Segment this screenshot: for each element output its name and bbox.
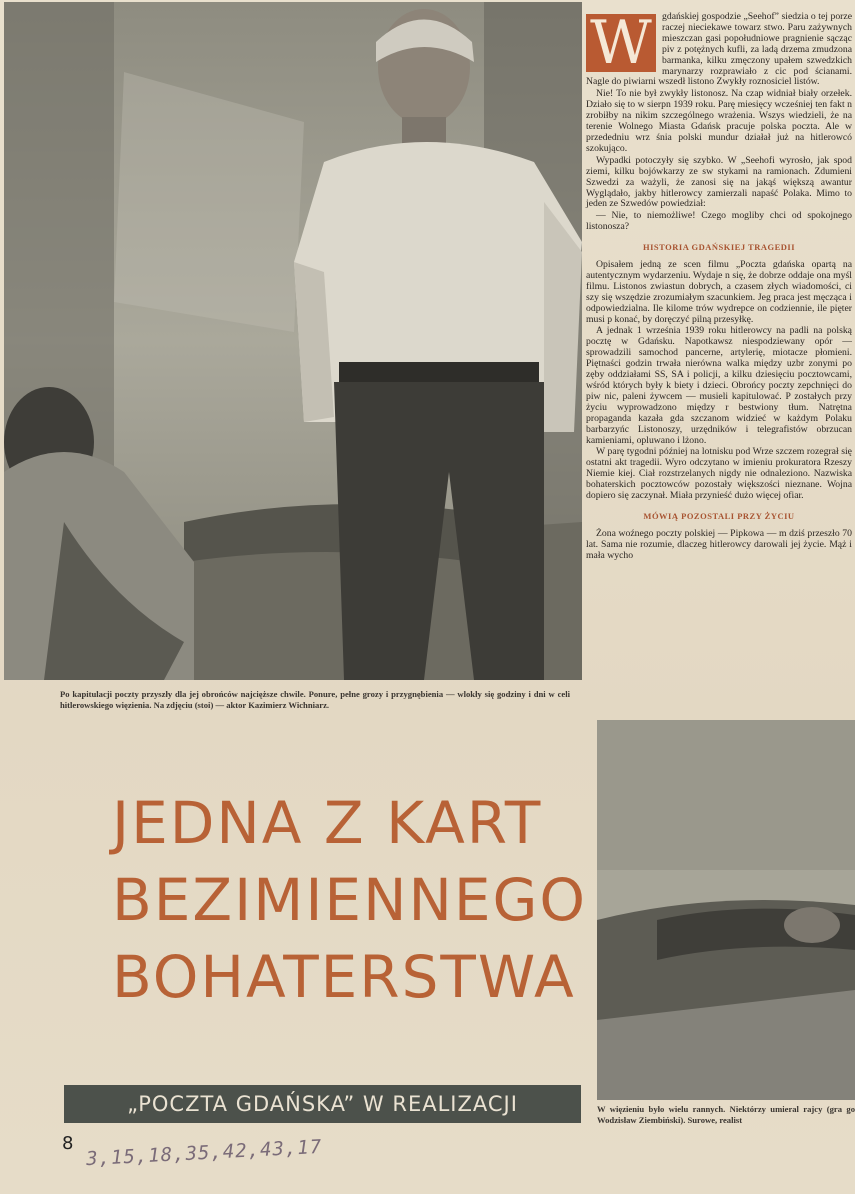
article-paragraph: Opisałem jedną ze scen filmu „Poczta gdańska opartą na autentycznym wydarzeniu. Wydaje n się, że dobrze oddaje ona myśl filmu. Listonos zwiastun dobrych, a czasem złych wiadomości, ci szy się wszędzie zrozumiałym szacunkiem. Jeg praca jest męcząca i odpowiedzialna. Ile kilome trów wydrepce on codziennie, ile pięter musi p konać, by doręczyć pilną przesyłkę. — [586, 259, 852, 325]
headline — [112, 785, 588, 1016]
section-heading: HISTORIA GDAŃSKIEJ TRAGEDII — [642, 242, 796, 253]
subtitle-banner: „POCZTA GDAŃSKA” W REALIZACJI — [64, 1085, 581, 1123]
headline-line: BOHATERSTWA — [112, 943, 576, 1011]
prison-photo-illustration — [597, 720, 855, 1100]
main-photo-caption: Po kapitulacji poczty przyszły dla jej obrońców najcięższe chwile. Ponure, pełne grozy i przygnębienia — wlokły się godziny i dni w celi hitlerowskiego więzienia. Na zdjęciu (stoi) — aktor Kazimierz Wichniarz. — [60, 689, 570, 710]
headline-line: JEDNA Z KART — [112, 789, 543, 857]
page-number: 8 — [62, 1133, 74, 1154]
main-photo — [4, 2, 582, 680]
prison-photo — [597, 720, 855, 1100]
article-paragraph: A jednak 1 września 1939 roku hitlerowcy na padli na polską pocztę w Gdańsku. Napotkawsz niespodziewany opór — sprowadzili samochod pancerne, artylerię, miotacze płomieni. Piętnaści godzin trwała nierówna walka między uzbr zonymi po zęby oddziałami SS, SA i policji, a kilku dziesięciu pocztowcami, wśród których były k biety i dzieci. Obrońcy poczty zepchnięci do piw nic, paleni żywcem — musieli kapitulować. P zostałych przy życiu wyprowadzono między r bestwiony tłum. Natrętna propaganda kazała gda szczanom widzieć w każdym Polaku barbarzyńc Listonoszy, urzędników i telegrafistów obrzucan kamieniami, opluwano i lżono. — [586, 325, 852, 446]
headline-line: BEZIMIENNEGO — [112, 866, 588, 934]
article-text: gdańskiej gospodzie „Seehof” siedzia o tej porze raczej nieciekawe towarz stwo. Paru zażywnych mieszczan gasi popołudniowe pragnienie sącząc piv z potężnych kufli, za ladą drzema zmudzona barmanka, kilku zmęczony upałem szwedzkich marynarzy rozprawiało z cic pod ścianami. Nagle do piwiarni wszedł listono Zwykły roznosiciel listów. — [586, 11, 852, 88]
article-paragraph — [586, 8, 852, 88]
main-photo-illustration — [4, 2, 582, 680]
article-paragraph: Wypadki potoczyły się szybko. W „Seehofi wyrosło, jak spod ziemi, kilku bojówkarzy ze sw stykami na ramionach. Zdumieni Szwedzi za ważyli, że zanosi się na jakąś większą awantur Wyglądało, jakby hitlerowcy zamierzali napaść Polaka. Mimo to jeden ze Szwedów powiedział: — [586, 154, 852, 210]
handwritten-note: 3,15,18,35,42,43,17 — [85, 1135, 323, 1171]
article-paragraph: Nie! To nie był zwykły listonosz. Na czap widniał biały orzełek. Działo się to w sierpn 1939 roku. Parę miesięcy wcześniej ten fakt n zrobiłby na nikim szczególnego wrażenia. Wszys wiedzieli, że na terenie Wolnego Miasta Gdańsk pracuje polska poczta. Ale w przededniu wrz śnia polski mundur działał już na hitlerowcó szokująco. — [586, 88, 852, 154]
article-paragraph: — Nie, to niemożliwe! Czego mogliby chci od spokojnego listonosza? — [586, 210, 852, 233]
article-paragraph: W parę tygodni później na lotnisku pod Wrze szczem rozegrał się ostatni akt tragedii. Wyro odczytano w imieniu prokuratora Rzeszy Niemie kiej. Ciał rozstrzelanych nigdy nie odnaleziono. Nazwiska bohaterskich pocztowców pozostały większości nieznane. Wojna dopiero się zaczynał. Miała przynieść dużo więcej ofiar. — [586, 446, 852, 502]
article-column — [586, 8, 852, 563]
drop-cap: W — [586, 14, 656, 72]
section-heading: MÓWIĄ POZOSTALI PRZY ŻYCIU — [643, 510, 795, 521]
prison-photo-caption: W więzieniu było wielu rannych. Niektórzy umieral rajcy (gra go Wodzisław Ziembiński). Surowe, realist — [597, 1104, 855, 1125]
article-paragraph: Żona woźnego poczty polskiej — Pipkowa — m dziś przeszło 70 lat. Sama nie rozumie, dlaczeg hitlerowcy darowali jej życie. Mąż i mała wycho — [586, 527, 852, 561]
